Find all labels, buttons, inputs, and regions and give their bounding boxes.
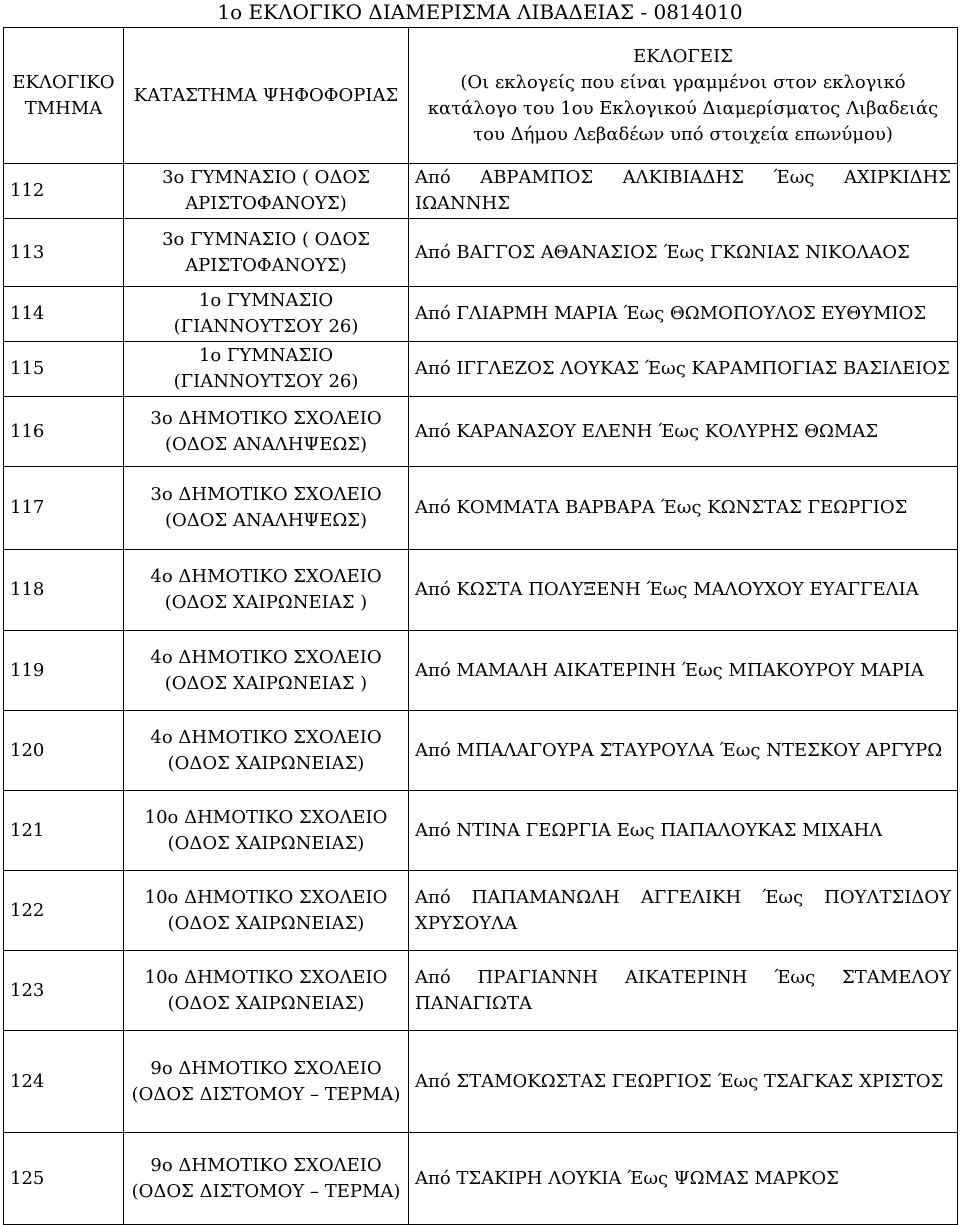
polling-venue: 4ο ΔΗΜΟΤΙΚΟ ΣΧΟΛΕΙΟ (ΟΔΟΣ ΧΑΙΡΩΝΕΙΑΣ) — [124, 711, 409, 791]
section-number: 114 — [4, 287, 124, 342]
table-row — [4, 791, 958, 871]
header-voters-description: (Οι εκλογείς που είναι γραμμένοι στον εκλογικό κατάλογο του 1ου Εκλογικού Διαμερίσματος Λιβαδειάς του Δήμου Λεβαδέων υπό στοιχεία επωνύμου) — [427, 71, 939, 145]
table-row — [4, 467, 958, 550]
polling-stations-table — [3, 27, 958, 1225]
polling-venue: 1ο ΓΥΜΝΑΣΙΟ (ΓΙΑΝΝΟΥΤΣΟΥ 26) — [124, 287, 409, 342]
section-number: 120 — [4, 711, 124, 791]
voter-range: Από ΓΛΙΑΡΜΗ ΜΑΡΙΑ Έως ΘΩΜΟΠΟΥΛΟΣ ΕΥΘΥΜΙΟΣ — [409, 287, 958, 342]
section-number: 115 — [4, 342, 124, 397]
polling-venue: 10ο ΔΗΜΟΤΙΚΟ ΣΧΟΛΕΙΟ (ΟΔΟΣ ΧΑΙΡΩΝΕΙΑΣ) — [124, 871, 409, 951]
voter-range: Από ΙΓΓΛΕΖΟΣ ΛΟΥΚΑΣ Έως ΚΑΡΑΜΠΟΓΙΑΣ ΒΑΣΙΛΕΙΟΣ — [409, 342, 958, 397]
voter-range: Από ΣΤΑΜΟΚΩΣΤΑΣ ΓΕΩΡΓΙΟΣ Έως ΤΣΑΓΚΑΣ ΧΡΙΣΤΟΣ — [409, 1031, 958, 1133]
header-section: ΕΚΛΟΓΙΚΟ ΤΜΗΜΑ — [4, 28, 124, 164]
section-number: 117 — [4, 467, 124, 550]
voter-range: Από ΠΑΠΑΜΑΝΩΛΗ ΑΓΓΕΛΙΚΗ Έως ΠΟΥΛΤΣΙΔΟΥ ΧΡΥΣΟΥΛΑ — [409, 871, 958, 951]
table-row — [4, 550, 958, 631]
table-row — [4, 164, 958, 219]
voter-range: Από ΑΒΡΑΜΠΟΣ ΑΛΚΙΒΙΑΔΗΣ Έως ΑΧΙΡΚΙΔΗΣ ΙΩΑΝΝΗΣ — [409, 164, 958, 219]
voter-range: Από ΜΠΑΛΑΓΟΥΡΑ ΣΤΑΥΡΟΥΛΑ Έως ΝΤΕΣΚΟΥ ΑΡΓΥΡΩ — [409, 711, 958, 791]
polling-venue: 4ο ΔΗΜΟΤΙΚΟ ΣΧΟΛΕΙΟ (ΟΔΟΣ ΧΑΙΡΩΝΕΙΑΣ ) — [124, 550, 409, 631]
table-row — [4, 397, 958, 467]
table-row — [4, 342, 958, 397]
voter-range: Από ΚΟΜΜΑΤΑ ΒΑΡΒΑΡΑ Έως ΚΩΝΣΤΑΣ ΓΕΩΡΓΙΟΣ — [409, 467, 958, 550]
polling-venue: 4ο ΔΗΜΟΤΙΚΟ ΣΧΟΛΕΙΟ (ΟΔΟΣ ΧΑΙΡΩΝΕΙΑΣ ) — [124, 631, 409, 711]
section-number: 124 — [4, 1031, 124, 1133]
section-number: 123 — [4, 951, 124, 1031]
table-row — [4, 631, 958, 711]
header-venue: ΚΑΤΑΣΤΗΜΑ ΨΗΦΟΦΟΡΙΑΣ — [124, 28, 409, 164]
polling-venue: 10ο ΔΗΜΟΤΙΚΟ ΣΧΟΛΕΙΟ (ΟΔΟΣ ΧΑΙΡΩΝΕΙΑΣ) — [124, 791, 409, 871]
section-number: 113 — [4, 219, 124, 287]
section-number: 121 — [4, 791, 124, 871]
table-row — [4, 711, 958, 791]
table-row — [4, 287, 958, 342]
table-row — [4, 1133, 958, 1225]
voter-range: Από ΝΤΙΝΑ ΓΕΩΡΓΙΑ Εως ΠΑΠΑΛΟΥΚΑΣ ΜΙΧΑΗΛ — [409, 791, 958, 871]
header-row — [4, 28, 958, 164]
voter-range: Από ΚΑΡΑΝΑΣΟΥ ΕΛΕΝΗ Έως ΚΟΛΥΡΗΣ ΘΩΜΑΣ — [409, 397, 958, 467]
polling-venue: 3ο ΔΗΜΟΤΙΚΟ ΣΧΟΛΕΙΟ (ΟΔΟΣ ΑΝΑΛΗΨΕΩΣ) — [124, 397, 409, 467]
section-number: 118 — [4, 550, 124, 631]
polling-venue: 1ο ΓΥΜΝΑΣΙΟ (ΓΙΑΝΝΟΥΤΣΟΥ 26) — [124, 342, 409, 397]
table-row — [4, 1031, 958, 1133]
polling-venue: 3ο ΓΥΜΝΑΣΙΟ ( ΟΔΟΣ ΑΡΙΣΤΟΦΑΝΟΥΣ) — [124, 219, 409, 287]
section-number: 122 — [4, 871, 124, 951]
page-title: 1ο ΕΚΛΟΓΙΚΟ ΔΙΑΜΕΡΙΣΜΑ ΛΙΒΑΔΕΙΑΣ - 0814010 — [217, 0, 743, 24]
section-number: 125 — [4, 1133, 124, 1225]
table-row — [4, 871, 958, 951]
table-row — [4, 219, 958, 287]
polling-venue: 10ο ΔΗΜΟΤΙΚΟ ΣΧΟΛΕΙΟ (ΟΔΟΣ ΧΑΙΡΩΝΕΙΑΣ) — [124, 951, 409, 1031]
polling-venue: 3ο ΔΗΜΟΤΙΚΟ ΣΧΟΛΕΙΟ (ΟΔΟΣ ΑΝΑΛΗΨΕΩΣ) — [124, 467, 409, 550]
voter-range: Από ΚΩΣΤΑ ΠΟΛΥΞΕΝΗ Έως ΜΑΛΟΥΧΟΥ ΕΥΑΓΓΕΛΙΑ — [409, 550, 958, 631]
section-number: 116 — [4, 397, 124, 467]
table-row — [4, 951, 958, 1031]
polling-venue: 3ο ΓΥΜΝΑΣΙΟ ( ΟΔΟΣ ΑΡΙΣΤΟΦΑΝΟΥΣ) — [124, 164, 409, 219]
voter-range: Από ΤΣΑΚΙΡΗ ΛΟΥΚΙΑ Έως ΨΩΜΑΣ ΜΑΡΚΟΣ — [409, 1133, 958, 1225]
polling-venue: 9ο ΔΗΜΟΤΙΚΟ ΣΧΟΛΕΙΟ (ΟΔΟΣ ΔΙΣΤΟΜΟΥ – ΤΕΡΜΑ) — [124, 1133, 409, 1225]
header-voters — [409, 28, 958, 164]
voter-range: Από ΒΑΓΓΟΣ ΑΘΑΝΑΣΙΟΣ Έως ΓΚΩΝΙΑΣ ΝΙΚΟΛΑΟΣ — [409, 219, 958, 287]
section-number: 112 — [4, 164, 124, 219]
voter-range: Από ΜΑΜΑΛΗ ΑΙΚΑΤΕΡΙΝΗ Έως ΜΠΑΚΟΥΡΟΥ ΜΑΡΙΑ — [409, 631, 958, 711]
section-number: 119 — [4, 631, 124, 711]
polling-venue: 9ο ΔΗΜΟΤΙΚΟ ΣΧΟΛΕΙΟ (ΟΔΟΣ ΔΙΣΤΟΜΟΥ – ΤΕΡΜΑ) — [124, 1031, 409, 1133]
header-voters-title: ΕΚΛΟΓΕΙΣ — [633, 45, 733, 67]
voter-range: Από ΠΡΑΓΙΑΝΝΗ ΑΙΚΑΤΕΡΙΝΗ Έως ΣΤΑΜΕΛΟΥ ΠΑΝΑΓΙΩΤΑ — [409, 951, 958, 1031]
